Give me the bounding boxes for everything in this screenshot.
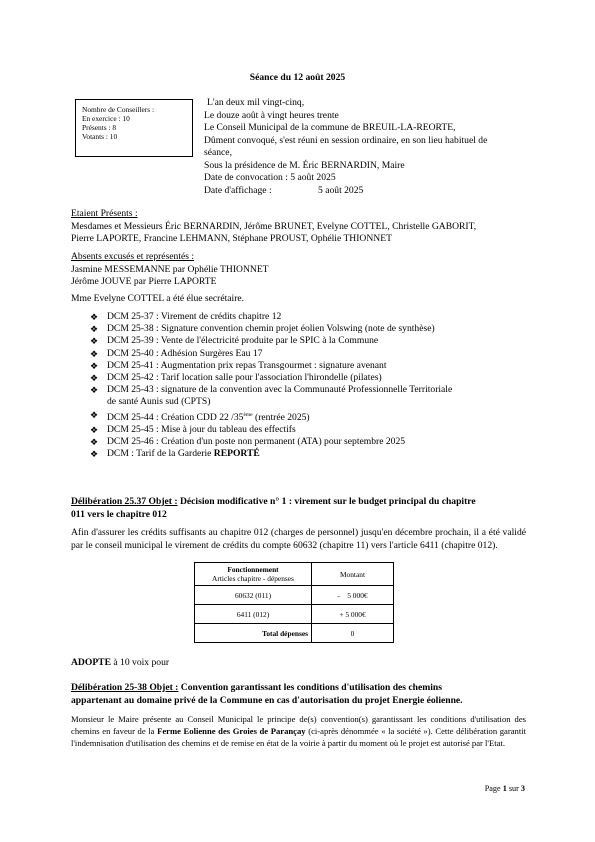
agenda-item: ❖ DCM 25-37 : Virement de crédits chapitre 12 [90, 311, 282, 322]
delib-title: Décision modificative n° 1 : virement sur le budget principal du chapitre [177, 496, 476, 507]
counsel-line: Présents : 8 [82, 123, 117, 132]
counsel-line: Nombre de Conseillers : [82, 105, 155, 114]
agenda-item: ❖ DCM 25-44 : Création CDD 22 /35ème (rentrée 2025) [90, 409, 310, 423]
preamble-line: Le douze août à vingt heures trente [204, 109, 339, 121]
counsel-line: En exercice : 10 [82, 114, 130, 123]
preamble-line: Sous la présidence de M. Éric BERNARDIN, Maire [204, 159, 405, 171]
deliberation-25-38-body: Monsieur le Maire présente au Conseil Municipal le principe de(s) convention(s) garantissant les conditions d'utilisation des chemins en faveur de la Ferme Eolienne des Groies de Parançay (ci-après dénommée « la société »). Cette délibération garantit l'indemnisation d'utilisation des chemins et de remise en état de la voirie à partir du moment où le projet est autorisé par l'Etat. [71, 714, 526, 748]
diamond-bullet-icon: ❖ [90, 360, 99, 371]
table-cell: + 5 000€ [312, 605, 394, 624]
affichage-line [204, 185, 534, 198]
table-header-cell: Fonctionnement Articles chapitre - dépenses [195, 563, 312, 586]
affichage-label: Date d'affichage : [204, 184, 272, 196]
agenda-item: ❖ DCM 25-43 : signature de la convention avec la Communauté Professionnelle Territoriale de santé Aunis sud (CPTS) [90, 384, 453, 408]
presents-section [71, 208, 526, 246]
presents-line: Mesdames et Messieurs Éric BERNARDIN, Jérôme BRUNET, Evelyne COTTEL, Christelle GABORIT, [71, 220, 477, 232]
agenda-item: ❖ DCM 25-38 : Signature convention chemin projet éolien Volswing (note de synthèse) [90, 323, 435, 335]
affichage-date: 5 août 2025 [318, 184, 364, 196]
session-preamble [204, 97, 534, 197]
preamble-line: séance, [204, 147, 232, 158]
diamond-bullet-icon: ❖ [90, 437, 99, 448]
absents-heading: Absents excusés et représentés : [71, 251, 195, 262]
councillors-count-box [75, 99, 193, 157]
deliberation-25-37-body: Afin d'assurer les crédits suffisants au chapitre 012 (charges de personnel) jusqu'en décembre prochain, il a été validé par le conseil municipal le virement de crédits du compte 60632 (chapitre 11) vers l'article 6411 (chapitre 012). [71, 527, 526, 551]
deliberation-25-38-heading [71, 682, 526, 707]
counsel-line: Votants : 10 [82, 132, 118, 141]
diamond-bullet-icon: ❖ [90, 425, 99, 436]
agenda-item: ❖ DCM 25-46 : Création d'un poste non permanent (ATA) pour septembre 2025 [90, 436, 406, 448]
diamond-bullet-icon: ❖ [90, 312, 99, 322]
agenda-item: ❖ DCM 25-40 : Adhésion Surgères Eau 17 [90, 347, 263, 359]
table-total-label: Total dépenses [195, 624, 312, 643]
absents-line: Jasmine MESSEMANNE par Ophélie THIONNET [71, 263, 269, 275]
table-cell: 6411 (012) [195, 605, 312, 624]
diamond-bullet-icon: ❖ [90, 373, 99, 384]
preamble-line: Date de convocation : 5 août 2025 [204, 172, 336, 183]
agenda-item: ❖ DCM 25-39 : Vente de l'électricité produite par le SPIC à la Commune [90, 335, 379, 347]
table-header-row [195, 563, 394, 586]
delib-title-2: appartenant au domaine privé de la Commune en cas d'autorisation du projet Energie éolienne. [71, 694, 463, 706]
agenda-list [90, 311, 530, 461]
delib-label: Délibération 25.37 Objet : [71, 496, 178, 507]
diamond-bullet-icon: ❖ [90, 409, 99, 420]
table-total-value: 0 [312, 624, 394, 643]
deliberation-25-37-heading [71, 496, 526, 521]
delib-title-2: 011 vers le chapitre 012 [71, 508, 167, 520]
reported-label: REPORTÉ [213, 448, 260, 460]
table-header-cell: Montant [312, 563, 394, 586]
diamond-bullet-icon: ❖ [90, 449, 99, 460]
secretary-line: Mme Evelyne COTTEL a été élue secrétaire. [71, 293, 245, 304]
delib-label: Délibération 25-38 Objet : [71, 682, 179, 693]
presents-line: Pierre LAPORTE, Francine LEHMANN, Stéphane PROUST, Ophélie THIONNET [71, 233, 392, 244]
agenda-item: ❖ DCM 25-45 : Mise à jour du tableau des effectifs [90, 424, 296, 436]
agenda-item: ❖ DCM : Tarif de la Garderie REPORTÉ [90, 448, 260, 460]
diamond-bullet-icon: ❖ [90, 336, 99, 347]
diamond-bullet-icon: ❖ [90, 385, 99, 396]
table-cell: - 5 000€ [312, 586, 394, 605]
diamond-bullet-icon: ❖ [90, 324, 99, 335]
table-cell: 60632 (011) [195, 586, 312, 605]
preamble-line: Dûment convoqué, s'est réuni en session ordinaire, en son lieu habituel de [204, 134, 488, 146]
diamond-bullet-icon: ❖ [90, 348, 99, 359]
page-title: Séance du 12 août 2025 [249, 72, 346, 83]
agenda-item: ❖ DCM 25-42 : Tarif location salle pour l'association l'hirondelle (pilates) [90, 372, 382, 384]
absents-line: Jérôme JOUVE par Pierre LAPORTE [71, 276, 217, 287]
presents-heading: Etaient Présents : [71, 208, 138, 219]
delib-title: Convention garantissant les conditions d'utilisation des chemins [178, 682, 442, 693]
preamble-line: L'an deux mil vingt-cinq, [207, 97, 305, 108]
table-total-row [195, 624, 394, 643]
page-footer: Page 1 sur 3 [484, 784, 525, 793]
budget-transfer-table [194, 562, 394, 643]
vote-result: ADOPTE à 10 voix pour [71, 657, 170, 668]
absents-section [71, 251, 526, 289]
agenda-item: ❖ DCM 25-41 : Augmentation prix repas Transgourmet : signature avenant [90, 359, 387, 371]
preamble-line: Le Conseil Municipal de la commune de BREUIL-LA-REORTE, [204, 122, 456, 133]
table-row [195, 605, 394, 624]
table-row [195, 586, 394, 605]
